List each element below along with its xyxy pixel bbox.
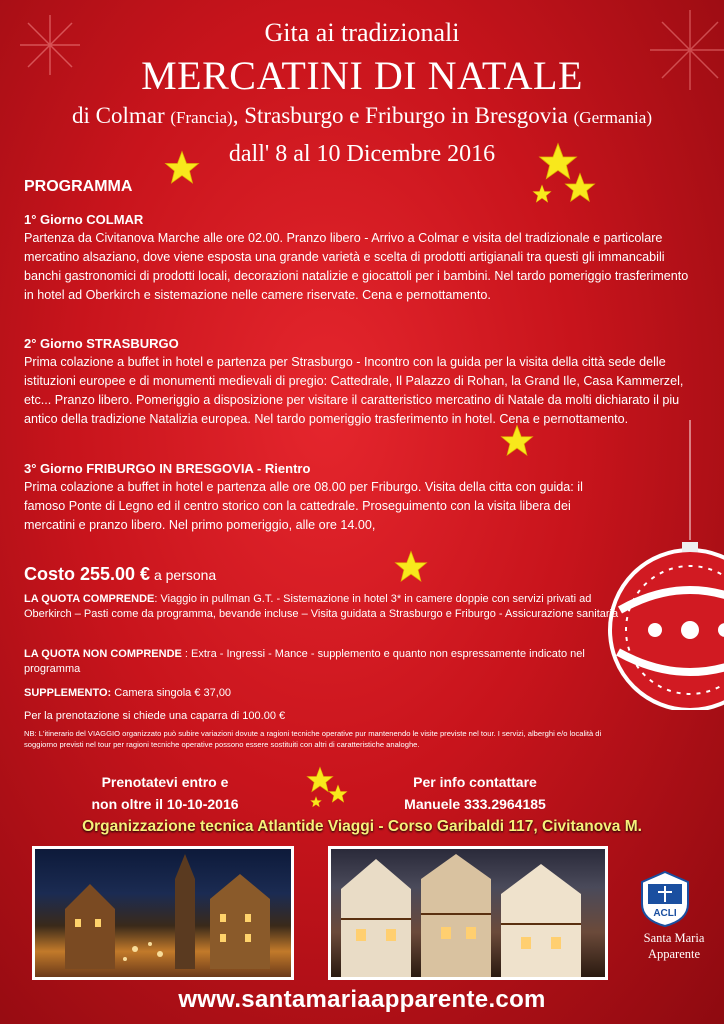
day-2-text: Prima colazione a buffet in hotel e partenza per Strasburgo - Incontro con la guida per la visita della città sede delle istituzioni europee e di monumenti medievali di pregio: Cattedrale, Il Palazzo di Rohan, la Grand Ile, Casa Kammerzel, etc... Pranzo libero. Pomeriggio a disposizione per visitare il caratteristico mercatino di Natale da molti dichiarato il piu antico della tradizione Natalizia europea. Nel tardo pomeriggio trasferimento in hotel. Cena e pernottamento.	[24, 355, 684, 426]
title-dates: dall' 8 al 10 Dicembre 2016	[228, 141, 496, 167]
day-3	[24, 459, 604, 535]
strasbourg-houses-photo	[328, 846, 608, 980]
title-main: MERCATINI DI NATALE	[141, 53, 583, 98]
prenota-line-2: non oltre il 10-10-2016	[91, 796, 239, 812]
supplemento	[24, 686, 624, 701]
prenota-line-1: Prenotatevi entro e	[101, 774, 229, 790]
destination-colmar: di Colmar	[72, 103, 171, 128]
country-france: (Francia)	[170, 108, 233, 127]
star-icon	[532, 184, 552, 204]
houses-illustration	[331, 849, 605, 977]
organizzazione: Organizzazione tecnica Atlantide Viaggi - Corso Garibaldi 117, Civitanova M.	[82, 818, 642, 835]
star-icon	[564, 172, 596, 204]
price-value: Costo 255.00 €	[24, 564, 151, 584]
quota-comprende-label: LA QUOTA COMPRENDE	[24, 593, 155, 605]
quota-non-comprende-text: : Extra - Ingressi - Mance - supplemento e quanto non espressamente indicato nel programma	[24, 648, 585, 675]
caparra: Per la prenotazione si chiede una caparra di 100.00 €	[24, 710, 286, 722]
star-icon	[394, 550, 428, 584]
supplemento-label: SUPPLEMENTO:	[24, 687, 112, 699]
day-3-title: 3° Giorno FRIBURGO IN BRESGOVIA - Rientro	[24, 461, 311, 476]
programma-heading: PROGRAMMA	[24, 178, 133, 195]
day-2	[24, 334, 694, 429]
day-1-text: Partenza da Civitanova Marche alle ore 02.00. Pranzo libero - Arrivo a Colmar e visita del tradizionale e particolare mercatino alsaziano, dove viene esposta una grande varietà e scelta di prodotti artigianali tra questi gli immancabili banchi gastronomici di prodotti locali, decorazioni natalizie e giocattoli per i bambini. Nel tardo pomeriggio trasferimento in hotel ad Oberkirch e sistemazione nelle camere riservate. Cena e pernottamento.	[24, 231, 689, 302]
star-icon	[500, 424, 534, 458]
brand-line-1: Santa Maria	[643, 931, 705, 945]
destination-germany-cities: , Strasburgo e Friburgo in Bresgovia	[232, 103, 574, 128]
colmar-market-photo	[32, 846, 294, 980]
quota-comprende-text: : Viaggio in pullman G.T. - Sistemazione in hotel 3* in camere doppie con servizi privati ad Oberkirch – Pasti come da programma, bevande incluse – Visita guidata a Strasburgo e Friburgo - Assicurazione sanitaria	[24, 593, 619, 620]
acli-logo-text: ACLI	[653, 908, 677, 919]
website-link[interactable]: www.santamariaapparente.com	[178, 986, 546, 1013]
day-2-title: 2° Giorno STRASBURGO	[24, 336, 179, 351]
quota-non-comprende-label: LA QUOTA NON COMPRENDE	[24, 648, 182, 660]
market-illustration	[35, 849, 291, 977]
info-contact	[350, 771, 600, 815]
star-icon	[328, 784, 348, 804]
supplemento-text: Camera singola € 37,00	[111, 687, 232, 699]
star-icon	[310, 796, 322, 808]
acli-logo-icon	[640, 870, 690, 928]
country-germany: (Germania)	[573, 108, 652, 127]
star-icon	[164, 150, 200, 186]
nb-note: NB: L'itinerario del VIAGGIO organizzato può subire variazioni dovute a ragioni tecniche operative pur mantenendo le visite previste nel tour. I servizi, alberghi e/o località di soggiorno previsti nel tour per ragioni tecniche operative possono essere sostituiti con altri di caratteristiche analoghe.	[24, 729, 602, 749]
price	[24, 564, 216, 585]
info-line-1: Per info contattare	[413, 774, 537, 790]
day-1-title: 1° Giorno COLMAR	[24, 212, 144, 227]
quota-comprende	[24, 592, 624, 622]
info-phone: Manuele 333.2964185	[404, 796, 546, 812]
brand-line-2: Apparente	[647, 947, 701, 961]
brand-name	[628, 930, 720, 962]
title-line-1: Gita ai tradizionali	[264, 18, 460, 47]
prenotazione-deadline	[40, 771, 290, 815]
day-3-text: Prima colazione a buffet in hotel e partenza alle ore 08.00 per Friburgo. Visita della citta con guida: il famoso Ponte di Legno ed il centro storico con la cattedrale. Proseguimento con la visita libera dei mercatini e pranzo libero. Nel primo pomeriggio, alle ore 14.00,	[24, 480, 583, 532]
price-unit: a persona	[150, 567, 217, 583]
day-1	[24, 210, 694, 305]
quota-non-comprende	[24, 647, 624, 677]
title-destinations	[0, 103, 724, 129]
